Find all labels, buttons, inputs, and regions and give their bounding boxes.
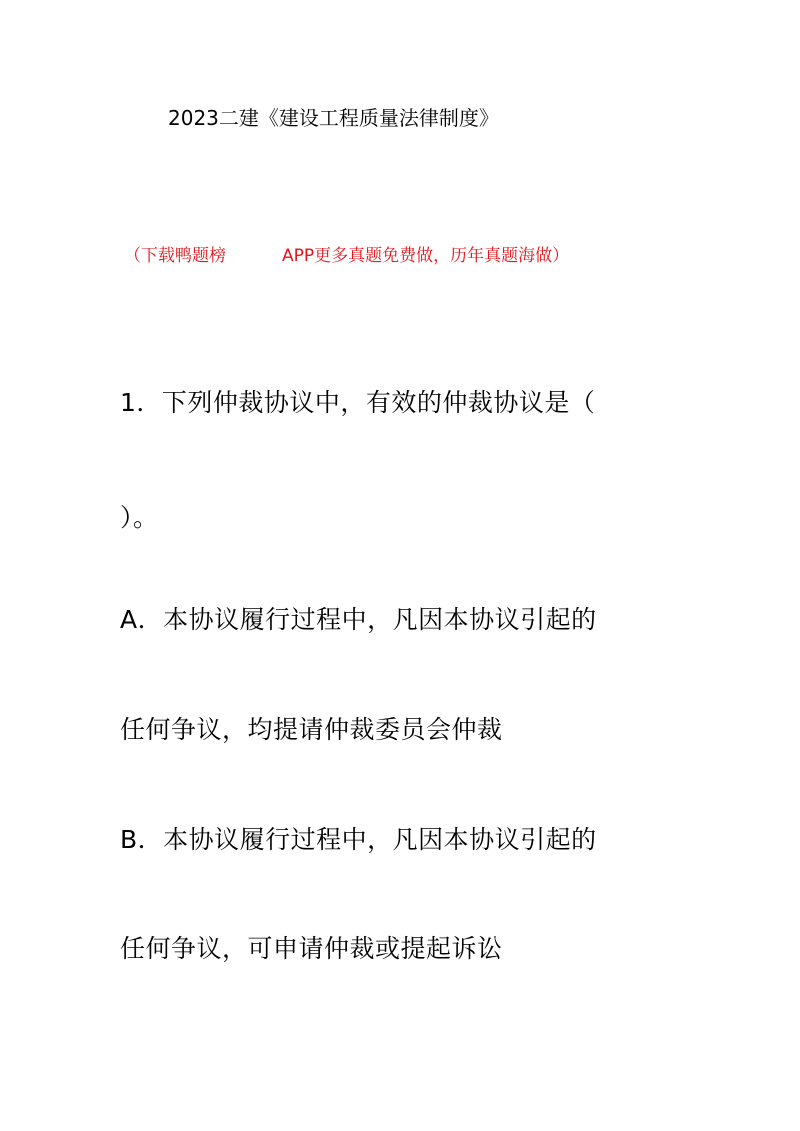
option-a-line-2: 任何争议，均提请仲裁委员会仲裁 <box>120 715 503 744</box>
option-b-line-1: B．本协议履行过程中，凡因本协议引起的 <box>120 825 597 854</box>
question-line-2: ）。 <box>120 503 159 532</box>
document-title: 2023二建《建设工程质量法律制度》 <box>168 106 499 130</box>
option-b-line-2: 任何争议，可申请仲裁或提起诉讼 <box>120 934 503 963</box>
option-a-line-1: A．本协议履行过程中，凡因本协议引起的 <box>120 605 597 634</box>
promo-text-part2: APP更多真题免费做，历年真题海做） <box>282 246 570 266</box>
promo-text-part1: （下载鸭题榜 <box>124 246 226 266</box>
question-line-1: 1．下列仲裁协议中，有效的仲裁协议是（ <box>120 388 596 417</box>
